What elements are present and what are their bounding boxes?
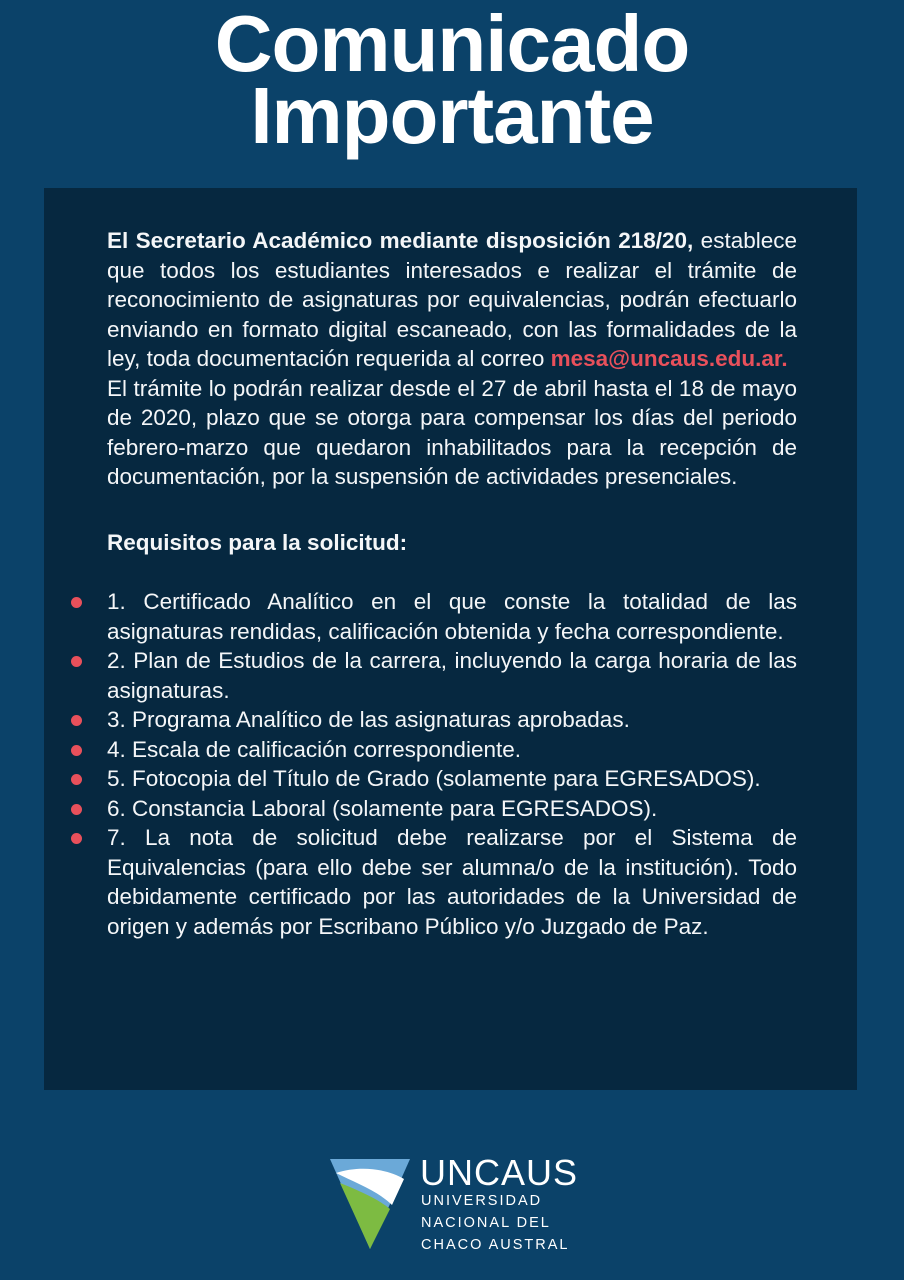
list-item [107, 735, 797, 765]
list-item-text: 3. Programa Analítico de las asignaturas aprobadas. [107, 707, 630, 732]
list-item-text: 7. La nota de solicitud debe realizarse por el Sistema de Equivalencias (para ello debe ser alumna/o de la institución). Todo debidamente certificado por las autoridades de la Universidad de origen y además por Escribano Público y/o Juzgado de Paz. [107, 825, 797, 939]
uncaus-logo [330, 1152, 590, 1257]
page-title [0, 0, 904, 160]
bullet-icon [71, 804, 82, 815]
requirements-list [107, 587, 797, 941]
bullet-icon [71, 745, 82, 756]
requirements-heading: Requisitos para la solicitud: [107, 529, 408, 555]
list-item [107, 587, 797, 646]
bullet-icon [71, 656, 82, 667]
intro-paragraph [107, 226, 797, 374]
list-item-text: 5. Fotocopia del Título de Grado (solamente para EGRESADOS). [107, 766, 761, 791]
bullet-icon [71, 715, 82, 726]
list-item [107, 794, 797, 824]
intro-lead: El Secretario Académico mediante disposición 218/20, [107, 228, 694, 253]
dates-paragraph: El trámite lo podrán realizar desde el 27 de abril hasta el 18 de mayo de 2020, plazo que se otorga para compensar los días del periodo febrero-marzo que quedaron inhabilitados para la recepción de documentación, por la suspensión de actividades presenciales. [107, 375, 797, 489]
list-item-text: 6. Constancia Laboral (solamente para EGRESADOS). [107, 795, 658, 821]
logo-line-3: CHACO AUSTRAL [421, 1237, 570, 1253]
list-item-text: 1. Certificado Analítico en el que conste la totalidad de las asignaturas rendidas, calificación obtenida y fecha correspondiente. [107, 589, 797, 644]
bullet-icon [71, 774, 82, 785]
list-item [107, 646, 797, 705]
list-item [107, 705, 797, 735]
list-item-text: 2. Plan de Estudios de la carrera, incluyendo la carga horaria de las asignaturas. [107, 648, 797, 703]
logo-triangle-icon [330, 1157, 410, 1249]
list-item [107, 823, 797, 941]
bullet-icon [71, 833, 82, 844]
title-line-2: Importante [250, 71, 654, 160]
title-line-1: Comunicado [214, 0, 690, 88]
list-item [107, 764, 797, 794]
logo-line-2: NACIONAL DEL [421, 1215, 551, 1231]
intro-text: establece que todos los estudiantes interesados e realizar el trámite de reconocimiento de asignaturas por equivalencias, podrán efectuarlo enviando en formato digital escaneado, con las formalidades de la ley, toda documentación requerida al correo [107, 228, 797, 371]
announcement-content [107, 226, 797, 941]
logo-name: UNCAUS [420, 1152, 579, 1193]
email-link[interactable]: mesa@uncaus.edu.ar. [550, 346, 788, 371]
list-item-text: 4. Escala de calificación correspondiente. [107, 736, 521, 762]
logo-line-1: UNIVERSIDAD [421, 1193, 543, 1209]
bullet-icon [71, 597, 82, 608]
